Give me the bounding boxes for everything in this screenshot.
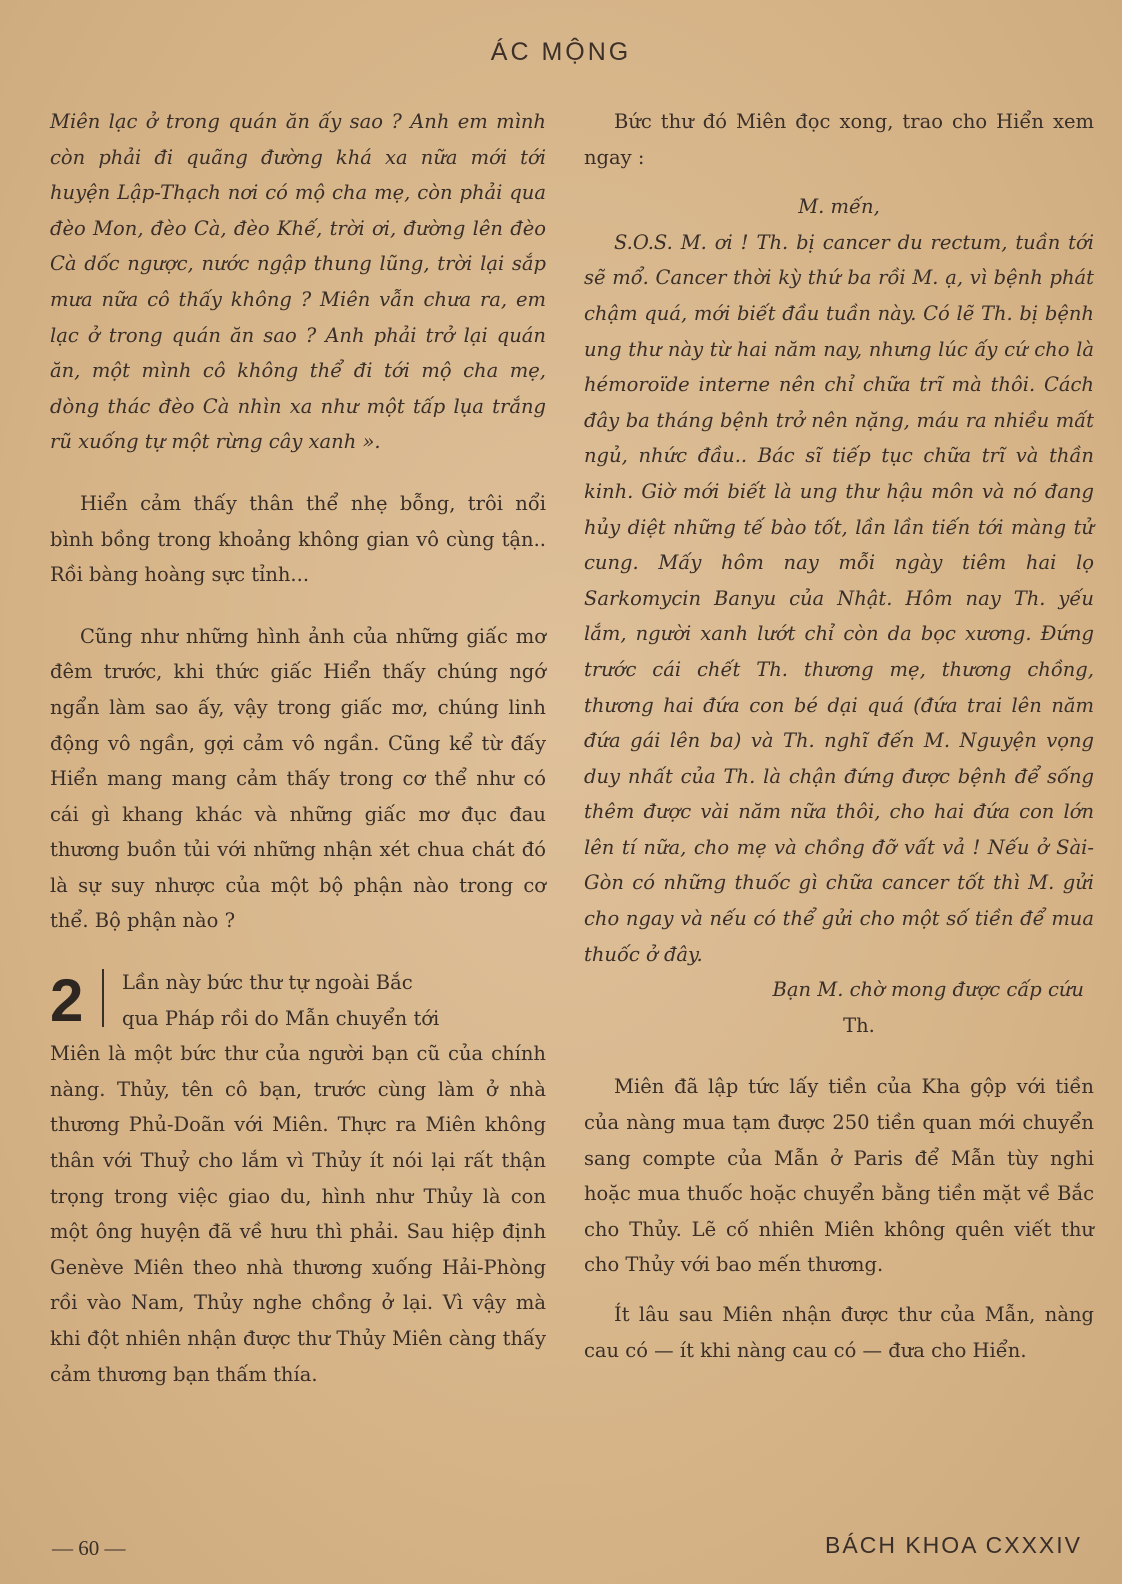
running-header: ÁC MỘNG <box>490 38 632 66</box>
letter-body: S.O.S. M. ơi ! Th. bị cancer du rectum, tuần tới sẽ mổ. Cancer thời kỳ thứ ba rồi M. ạ, vì bệnh phát chậm quá, mới biết đầu tuần này. Có lẽ Th. bị bệnh ung thư này từ hai năm nay, nhưng lúc ấy cứ cho là hémoroïde interne nên chỉ chữa trĩ mà thôi. Cách đây ba tháng bệnh trở nên nặng, máu ra nhiều mất ngủ, nhức đầu.. Bác sĩ tiếp tục chữa trĩ và thần kinh. Giờ mới biết là ung thư hậu môn và nó đang hủy diệt những tế bào tốt, lần lần tiến tới màng tử cung. Mấy hôm nay mỗi ngày tiêm hai lọ Sarkomycin Banyu của Nhật. Hôm nay Th. yếu lắm, người xanh lướt chỉ còn da bọc xương. Đứng trước cái chết Th. thương mẹ, thương chồng, thương hai đứa con bé dại quá (đứa trai lên năm đứa gái lên ba) và Th. nghĩ đến M. Nguyện vọng duy nhất của Th. là chận đứng được bệnh để sống thêm được vài năm nữa thôi, cho hai đứa con lớn lên tí nữa, cho mẹ và chồng đỡ vất vả ! Nếu ở Sài-Gòn có những thuốc gì chữa cancer tốt thì M. gửi cho ngay và nếu có thể gửi cho một số tiền để mua thuốc ở đây. <box>584 230 1094 966</box>
section-paragraph <box>50 965 546 1392</box>
section-line-2: qua Pháp rồi do Mẫn chuyển tới <box>122 1006 440 1030</box>
letter-signature: Th. <box>843 1013 875 1037</box>
section-2 <box>50 965 546 1392</box>
left-column <box>50 104 546 1392</box>
letter-intro: Bức thư đó Miên đọc xong, trao cho Hiển xem ngay : <box>584 110 1094 169</box>
paragraph: Ít lâu sau Miên nhận được thư của Mẫn, nàng cau có — ít khi nàng cau có — đưa cho Hiển. <box>584 1303 1094 1362</box>
dream-italic-paragraph: Miên lạc ở trong quán ăn ấy sao ? Anh em mình còn phải đi quãng đường khá xa nữa mới tới huyện Lập-Thạch nơi có mộ cha mẹ, còn phải qua đèo Mon, đèo Cà, đèo Khế, trời ơi, đường lên đèo Cà dốc ngược, nước ngập thung lũng, trời lại sắp mưa nữa cô thấy không ? Miên vẫn chưa ra, em lạc ở trong quán ăn sao ? Anh phải trở lại quán ăn, một mình cô không thể đi tới mộ cha mẹ, dòng thác đèo Cà nhìn xa như một tấp lụa trắng rũ xuống tự một rừng cây xanh ». <box>50 110 546 454</box>
page-number: — 60 — <box>52 1536 126 1560</box>
paragraph: Cũng như những hình ảnh của những giấc mơ đêm trước, khi thức giấc Hiển thấy chúng ngớ ngẩn làm sao ấy, vậy trong giấc mơ, chúng linh động vô ngần, gợi cảm vô ngần. Cũng kể từ đấy Hiển mang mang cảm thấy trong cơ thể như có cái gì khang khác và những giấc mơ đục đau thương buồn tủi với những nhận xét chua chát đó là sự suy nhược của một bộ phận nào trong cơ thể. Bộ phận nào ? <box>50 624 546 933</box>
paragraph: Hiển cảm thấy thân thể nhẹ bỗng, trôi nổi bình bồng trong khoảng không gian vô cùng tận.. Rồi bàng hoàng sực tỉnh... <box>50 491 546 587</box>
dropcap-divider <box>102 969 104 1027</box>
letter-closing: Bạn M. chờ mong được cấp cứu <box>772 978 1084 1002</box>
publication-name: BÁCH KHOA CXXXIV <box>825 1532 1082 1558</box>
section-line-1: Lần này bức thư tự ngoài Bắc <box>122 971 413 995</box>
paragraph: Miên đã lập tức lấy tiền của Kha gộp với tiền của nàng mua tạm được 250 tiền quan mới chuyển sang compte của Mẫn ở Paris để Mẫn tùy nghi hoặc mua thuốc hoặc chuyển bằng tiền mặt về Bắc cho Thủy. Lẽ cố nhiên Miên không quên viết thư cho Thủy với bao mến thương. <box>584 1075 1094 1277</box>
right-column <box>584 104 1094 1368</box>
section-rest: Miên là một bức thư của người bạn cũ của chính nàng. Thủy, tên cô bạn, trước cùng làm ở nhà thương Phủ-Doãn với Miên. Thực ra Miên không thân với Thuỷ cho lắm vì Thủy ít nói lại rất thận trọng trong việc giao du, hình như Thủy là con một ông huyện đã về hưu thì phải. Sau hiệp định Genève Miên theo nhà thương xuống Hải-Phòng rồi vào Nam, Thủy nghe chồng ở lại. Vì vậy mà khi đột nhiên nhận được thư Thủy Miên càng thấy cảm thương bạn thấm thía. <box>50 1042 546 1386</box>
letter-salutation: M. mến, <box>798 195 880 219</box>
section-number-dropcap: 2 <box>50 967 84 1035</box>
